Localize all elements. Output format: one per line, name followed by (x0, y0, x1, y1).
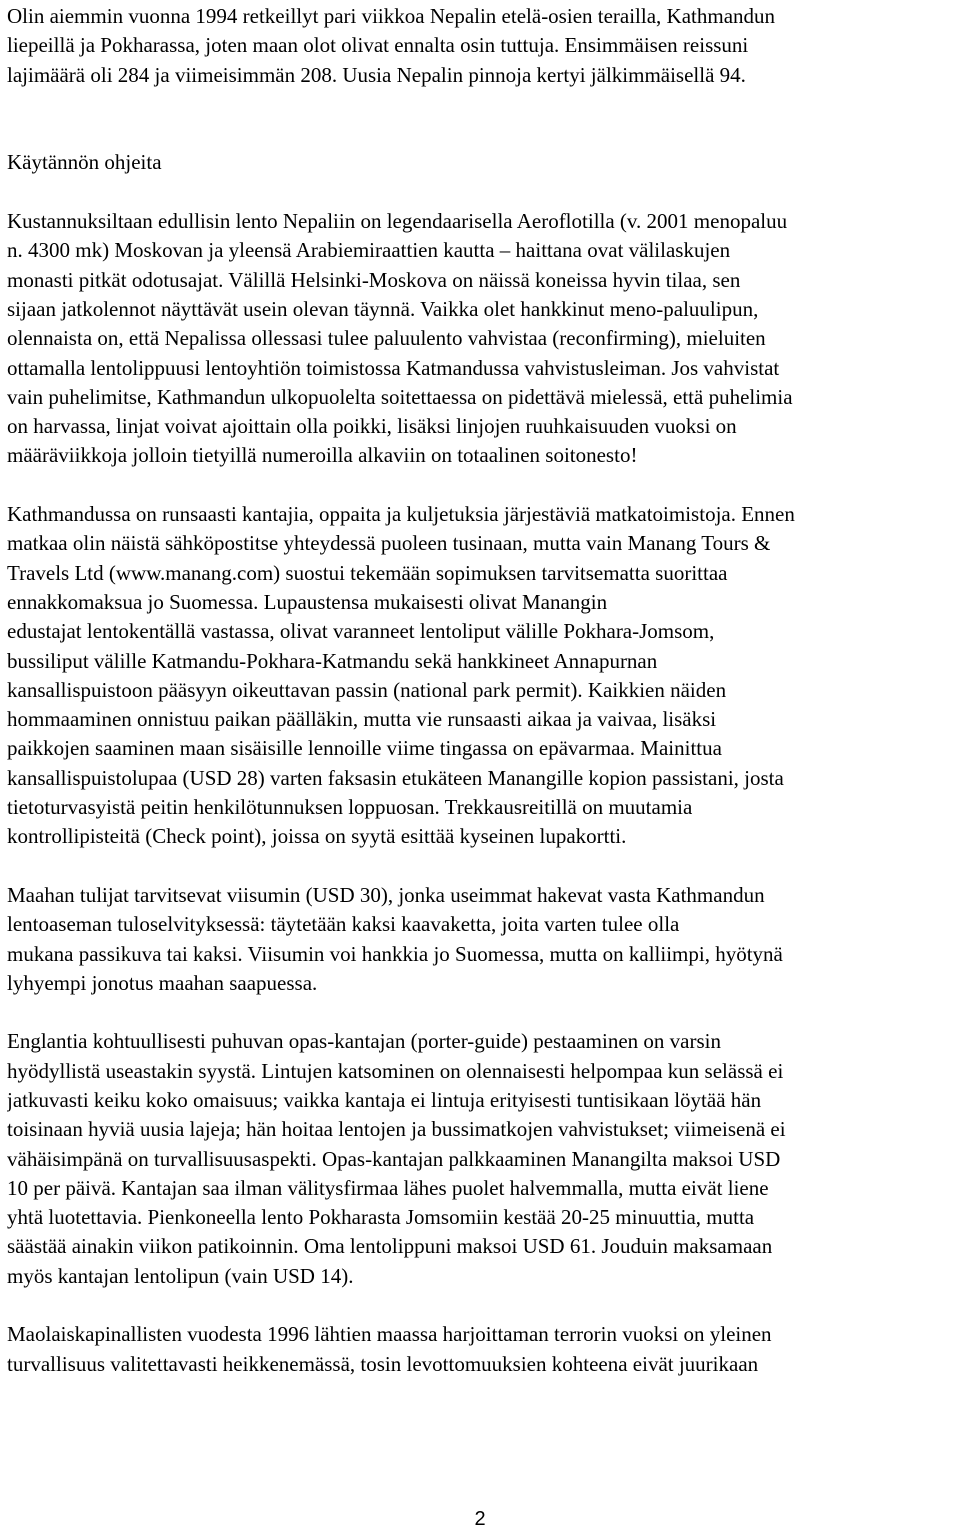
text-line: Englantia kohtuullisesti puhuvan opas-kantajan (porter-guide) pestaaminen on varsin (7, 1029, 721, 1054)
text-line: hommaaminen onnistuu paikan päälläkin, mutta vie runsaasti aikaa ja vaivaa, lisäksi (7, 707, 717, 732)
blank-space (7, 471, 947, 500)
blank-space (7, 852, 947, 881)
text-line: vähäisimpänä on turvallisuusaspekti. Opas-kantajan palkkaaminen Manangilta maksoi USD (7, 1146, 781, 1171)
text-line: Kustannuksiltaan edullisin lento Nepaliin on legendaarisella Aeroflotilla (v. 2001 menopaluu (7, 209, 788, 234)
paragraph-intro (7, 2, 947, 90)
text-line: Maahan tulijat tarvitsevat viisumin (USD 30), jonka useimmat hakevat vasta Kathmandun (7, 882, 765, 907)
paragraph-security (7, 1320, 947, 1379)
text-line: kansallispuistolupaa (USD 28) varten faksasin etukäteen Manangille kopion passistani, josta (7, 765, 784, 790)
text-line: Kathmandussa on runsaasti kantajia, oppaita ja kuljetuksia järjestäviä matkatoimistoja. Ennen (7, 502, 795, 527)
paragraph-visa (7, 881, 947, 998)
paragraph-guide (7, 1027, 947, 1291)
blank-space (7, 1291, 947, 1320)
text-line: ottamalla lentolippuusi lentoyhtiön toimistossa Katmandussa vahvistusleiman. Jos vahvistat (7, 355, 780, 380)
document-page (7, 2, 947, 1379)
text-line: kansallispuistoon pääsyyn oikeuttavan passin (national park permit). Kaikkien näiden (7, 677, 727, 702)
text-line: edustajat lentokentällä vastassa, olivat varanneet lentoliput välille Pokhara-Jomsom, (7, 619, 715, 644)
blank-space (7, 90, 947, 149)
text-line: Maolaiskapinallisten vuodesta 1996 lähtien maassa harjoittaman terrorin vuoksi on yleinen (7, 1322, 772, 1347)
text-line: määräviikkoja jolloin tietyillä numeroilla alkaviin on totaalinen soitonesto! (7, 443, 638, 468)
text-line: lajimäärä oli 284 ja viimeisimmän 208. Uusia Nepalin pinnoja kertyi jälkimmäisellä 94. (7, 62, 746, 87)
text-line: toisinaan hyviä uusia lajeja; hän hoitaa lentojen ja bussimatkojen vahvistukset; viimeisenä ei (7, 1117, 786, 1142)
text-line: lyhyempi jonotus maahan saapuessa. (7, 970, 318, 995)
text-line: n. 4300 mk) Moskovan ja yleensä Arabiemiraattien kautta – haittana ovat välilaskujen (7, 238, 731, 263)
text-line: yhtä luotettavia. Pienkoneella lento Pokharasta Jomsomiin kestää 20-25 minuuttia, mutta (7, 1205, 755, 1230)
text-line: hyödyllistä useastakin syystä. Lintujen katsominen on olennaisesti helpompaa kun selässä ei (7, 1058, 784, 1083)
text-line: vain puhelimitse, Kathmandun ulkopuolelta soitettaessa on pidettävä mielessä, että puhelimia (7, 384, 793, 409)
paragraph-agencies (7, 500, 947, 852)
text-line: on harvassa, linjat voivat ajoittain olla poikki, lisäksi linjojen ruuhkaisuuden vuoksi on (7, 414, 737, 439)
text-line: monasti pitkät odotusajat. Välillä Helsinki-Moskova on näissä koneissa hyvin tilaa, sen (7, 267, 741, 292)
text-line: Travels Ltd (www.manang.com) suostui tekemään sopimuksen tarvitsematta suorittaa (7, 560, 728, 585)
text-line: olennaista on, että Nepalissa ollessasi tulee paluulento vahvistaa (reconfirming), mieluiten (7, 326, 766, 351)
text-line: bussiliput välille Katmandu-Pokhara-Katmandu sekä hankkineet Annapurnan (7, 648, 658, 673)
text-line: jatkuvasti keiku koko omaisuus; vaikka kantaja ei lintuja erityisesti tuntisikaan löytää hän (7, 1087, 762, 1112)
blank-space (7, 998, 947, 1027)
heading-text: Käytännön ohjeita (7, 150, 162, 175)
text-line: liepeillä ja Pokharassa, joten maan olot olivat ennalta osin tuttuja. Ensimmäisen reissuni (7, 33, 749, 58)
text-line: kontrollipisteitä (Check point), joissa on syytä esittää kyseinen lupakortti. (7, 824, 627, 849)
text-line: matkaa olin näistä sähköpostitse yhteydessä puoleen tusinaan, mutta vain Manang Tours & (7, 531, 771, 556)
text-line: tietoturvasyistä peitin henkilötunnuksen loppuosan. Trekkausreitillä on muutamia (7, 795, 693, 820)
text-line: Olin aiemmin vuonna 1994 retkeillyt pari viikkoa Nepalin etelä-osien terailla, Kathmandun (7, 4, 776, 28)
text-line: sijaan jatkolennot näyttävät usein olevan täynnä. Vaikka olet hankkinut meno-paluulipun, (7, 296, 759, 321)
text-line: paikkojen saaminen maan sisäisille lennoille viime tingassa on epävarmaa. Mainittua (7, 736, 722, 761)
text-line: turvallisuus valitettavasti heikkenemässä, tosin levottomuuksien kohteena eivät juurikaan (7, 1351, 759, 1376)
paragraph-flights (7, 207, 947, 471)
page-number: 2 (474, 1508, 486, 1530)
text-line: 10 per päivä. Kantajan saa ilman välitysfirmaa lähes puolet halvemmalla, mutta eivät liene (7, 1175, 769, 1200)
text-line: lentoaseman tuloselvityksessä: täytetään kaksi kaavaketta, joita varten tulee olla (7, 912, 680, 937)
text-line: ennakkomaksua jo Suomessa. Lupaustensa mukaisesti olivat Manangin (7, 589, 608, 614)
blank-space (7, 178, 947, 207)
section-heading (7, 148, 947, 177)
text-line: myös kantajan lentolipun (vain USD 14). (7, 1263, 354, 1288)
text-line: säästää ainakin viikon patikoinnin. Oma lentolippuni maksoi USD 61. Jouduin maksamaan (7, 1234, 773, 1259)
text-line: mukana passikuva tai kaksi. Viisumin voi hankkia jo Suomessa, mutta on kalliimpi, hyötynä (7, 941, 783, 966)
